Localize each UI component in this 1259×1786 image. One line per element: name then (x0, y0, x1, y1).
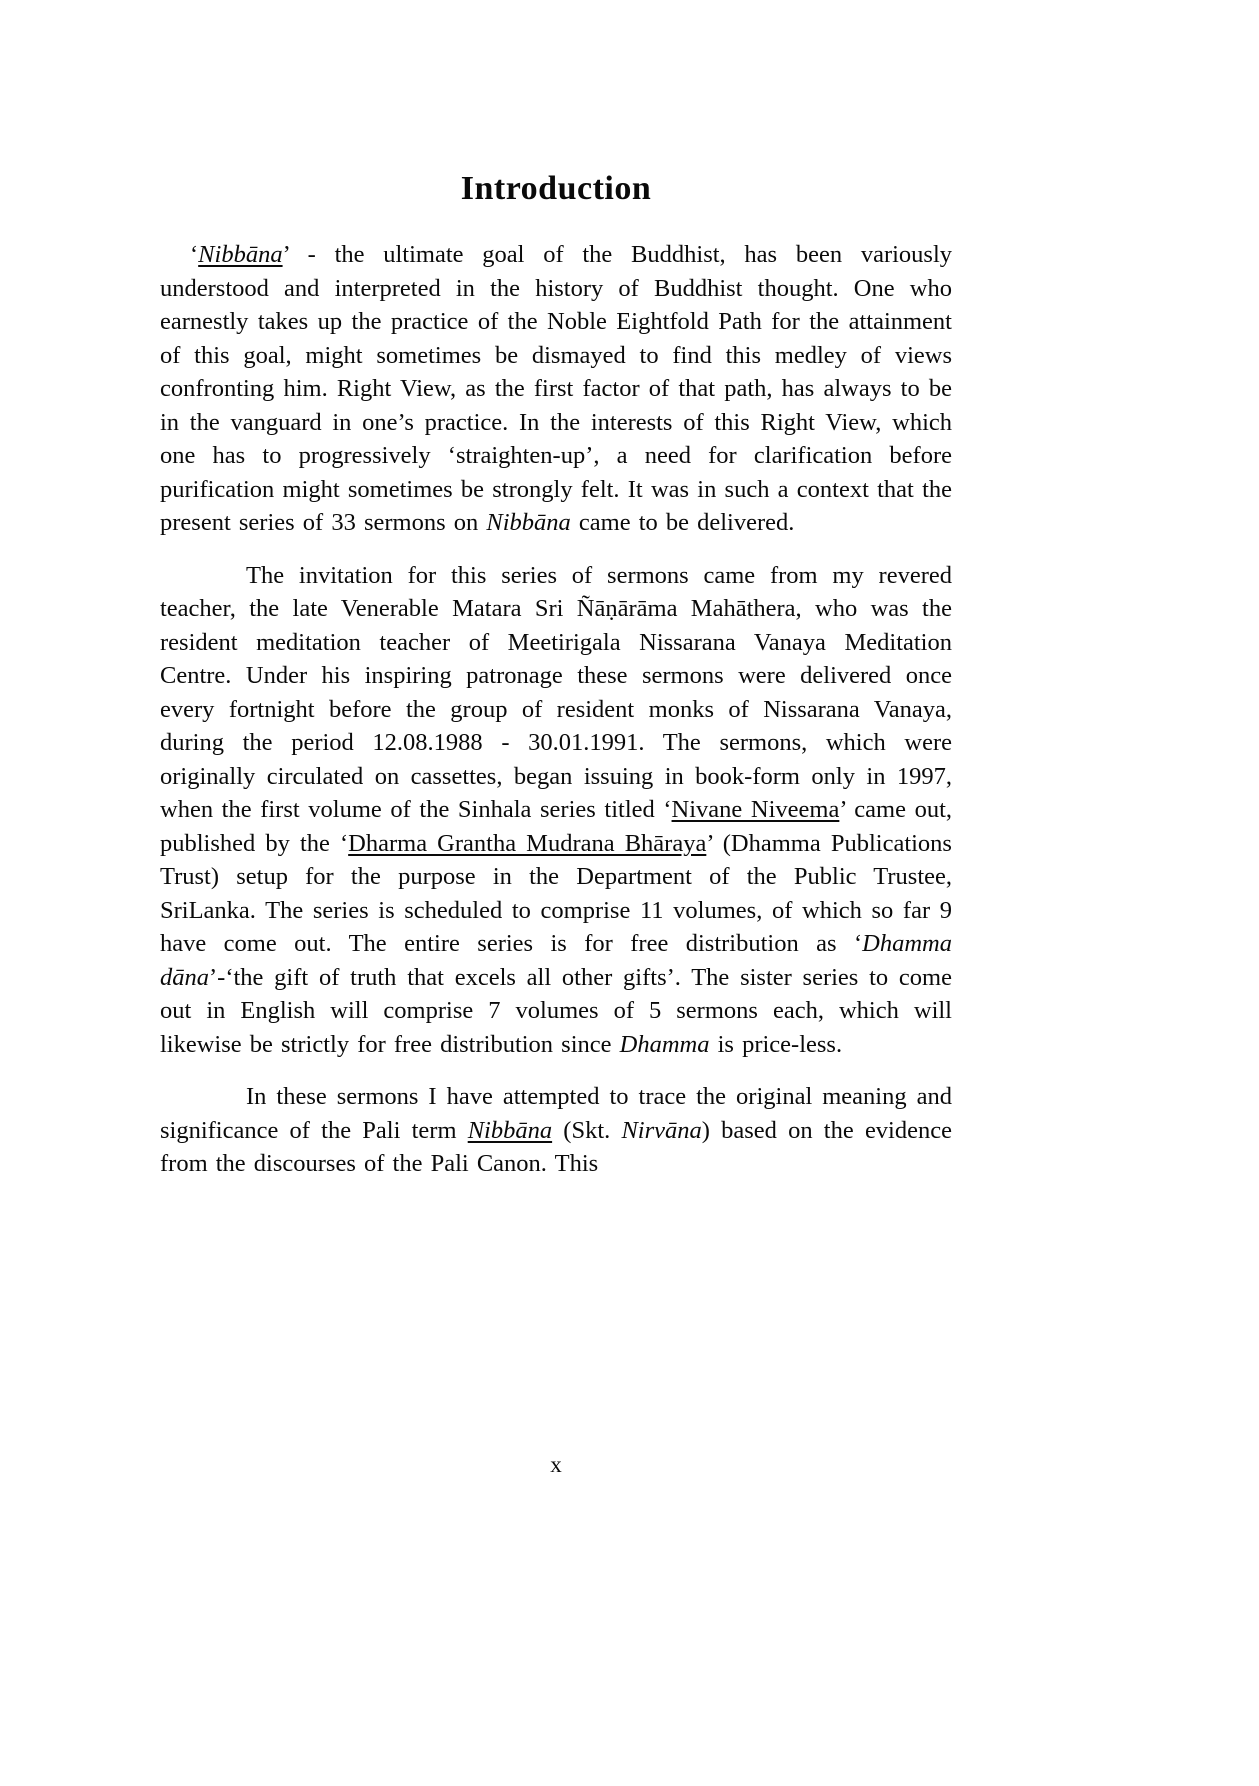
text-run: ’-‘the gift of truth that excels all other gifts’. The sister series to come out in English will comprise 7 volumes of 5 sermons each, which will likewise be strictly for free distribution since (160, 963, 952, 1058)
text-run: Nirvāna (621, 1116, 702, 1144)
text-run: In these sermons I have attempted to trace the original meaning and significance of the Pali term (160, 1083, 952, 1144)
paragraph (160, 559, 952, 1062)
text-run: The invitation for this series of sermons came from my revered teacher, the late Venerable Matara Sri Ñāṇārāma Mahāthera, who was the resident meditation teacher of Meetirigala Nissarana Vanaya Meditation Centre. Under his inspiring patronage these sermons were delivered once every fortnight before the group of resident monks of Nissarana Vanaya, during the period 12.08.1988 - 30.01.1991. The sermons, which were originally circulated on cassettes, began issuing in book-form only in 1997, when the first volume of the Sinhala series titled ‘ (160, 561, 952, 823)
body-text (160, 238, 952, 1181)
text-run: Dhamma (619, 1030, 710, 1058)
text-run: came to be delivered. (570, 509, 795, 536)
text-run: Dharma Grantha Mudrana Bhāraya (348, 829, 707, 857)
text-run: Nivane Niveema (671, 796, 840, 823)
paragraph (160, 238, 952, 540)
text-run: is price-less. (709, 1030, 843, 1058)
text-run: ) based on the evidence from the discourses of the Pali Canon. This (160, 1116, 952, 1177)
page-number: x (550, 1452, 562, 1477)
text-run: Dhamma dāna (160, 930, 952, 991)
text-run: ’ - the ultimate goal of the Buddhist, has been variously understood and interpreted in the history of Buddhist thought. One who earnestly takes up the practice of the Noble Eightfold Path for the attainment of this goal, might sometimes be dismayed to find this medley of views confronting him. Right View, as the first factor of that path, has always to be in the vanguard in one’s practice. In the interests of this Right View, which one has to progressively ‘straighten-up’, a need for clarification before purification might sometimes be strongly felt. It was in such a context that the present series of 33 sermons on (160, 241, 952, 536)
text-run: Nibbāna (486, 509, 571, 536)
text-run: ’ came out, published by the ‘ (160, 796, 953, 857)
text-run: (Skt. (552, 1116, 622, 1144)
text-run: ‘ (190, 241, 199, 268)
text-run: Nibbāna (198, 241, 283, 268)
text-run: Nibbāna (467, 1116, 553, 1144)
document-page (160, 0, 952, 1200)
page-title: Introduction (460, 170, 652, 207)
text-run: ’ (Dhamma Publications Trust) setup for the purpose in the Department of the Public Trustee, SriLanka. The series is scheduled to comprise 11 volumes, of which so far 9 have come out. The entire series is for free distribution as ‘ (160, 829, 952, 957)
paragraph (160, 1080, 952, 1181)
